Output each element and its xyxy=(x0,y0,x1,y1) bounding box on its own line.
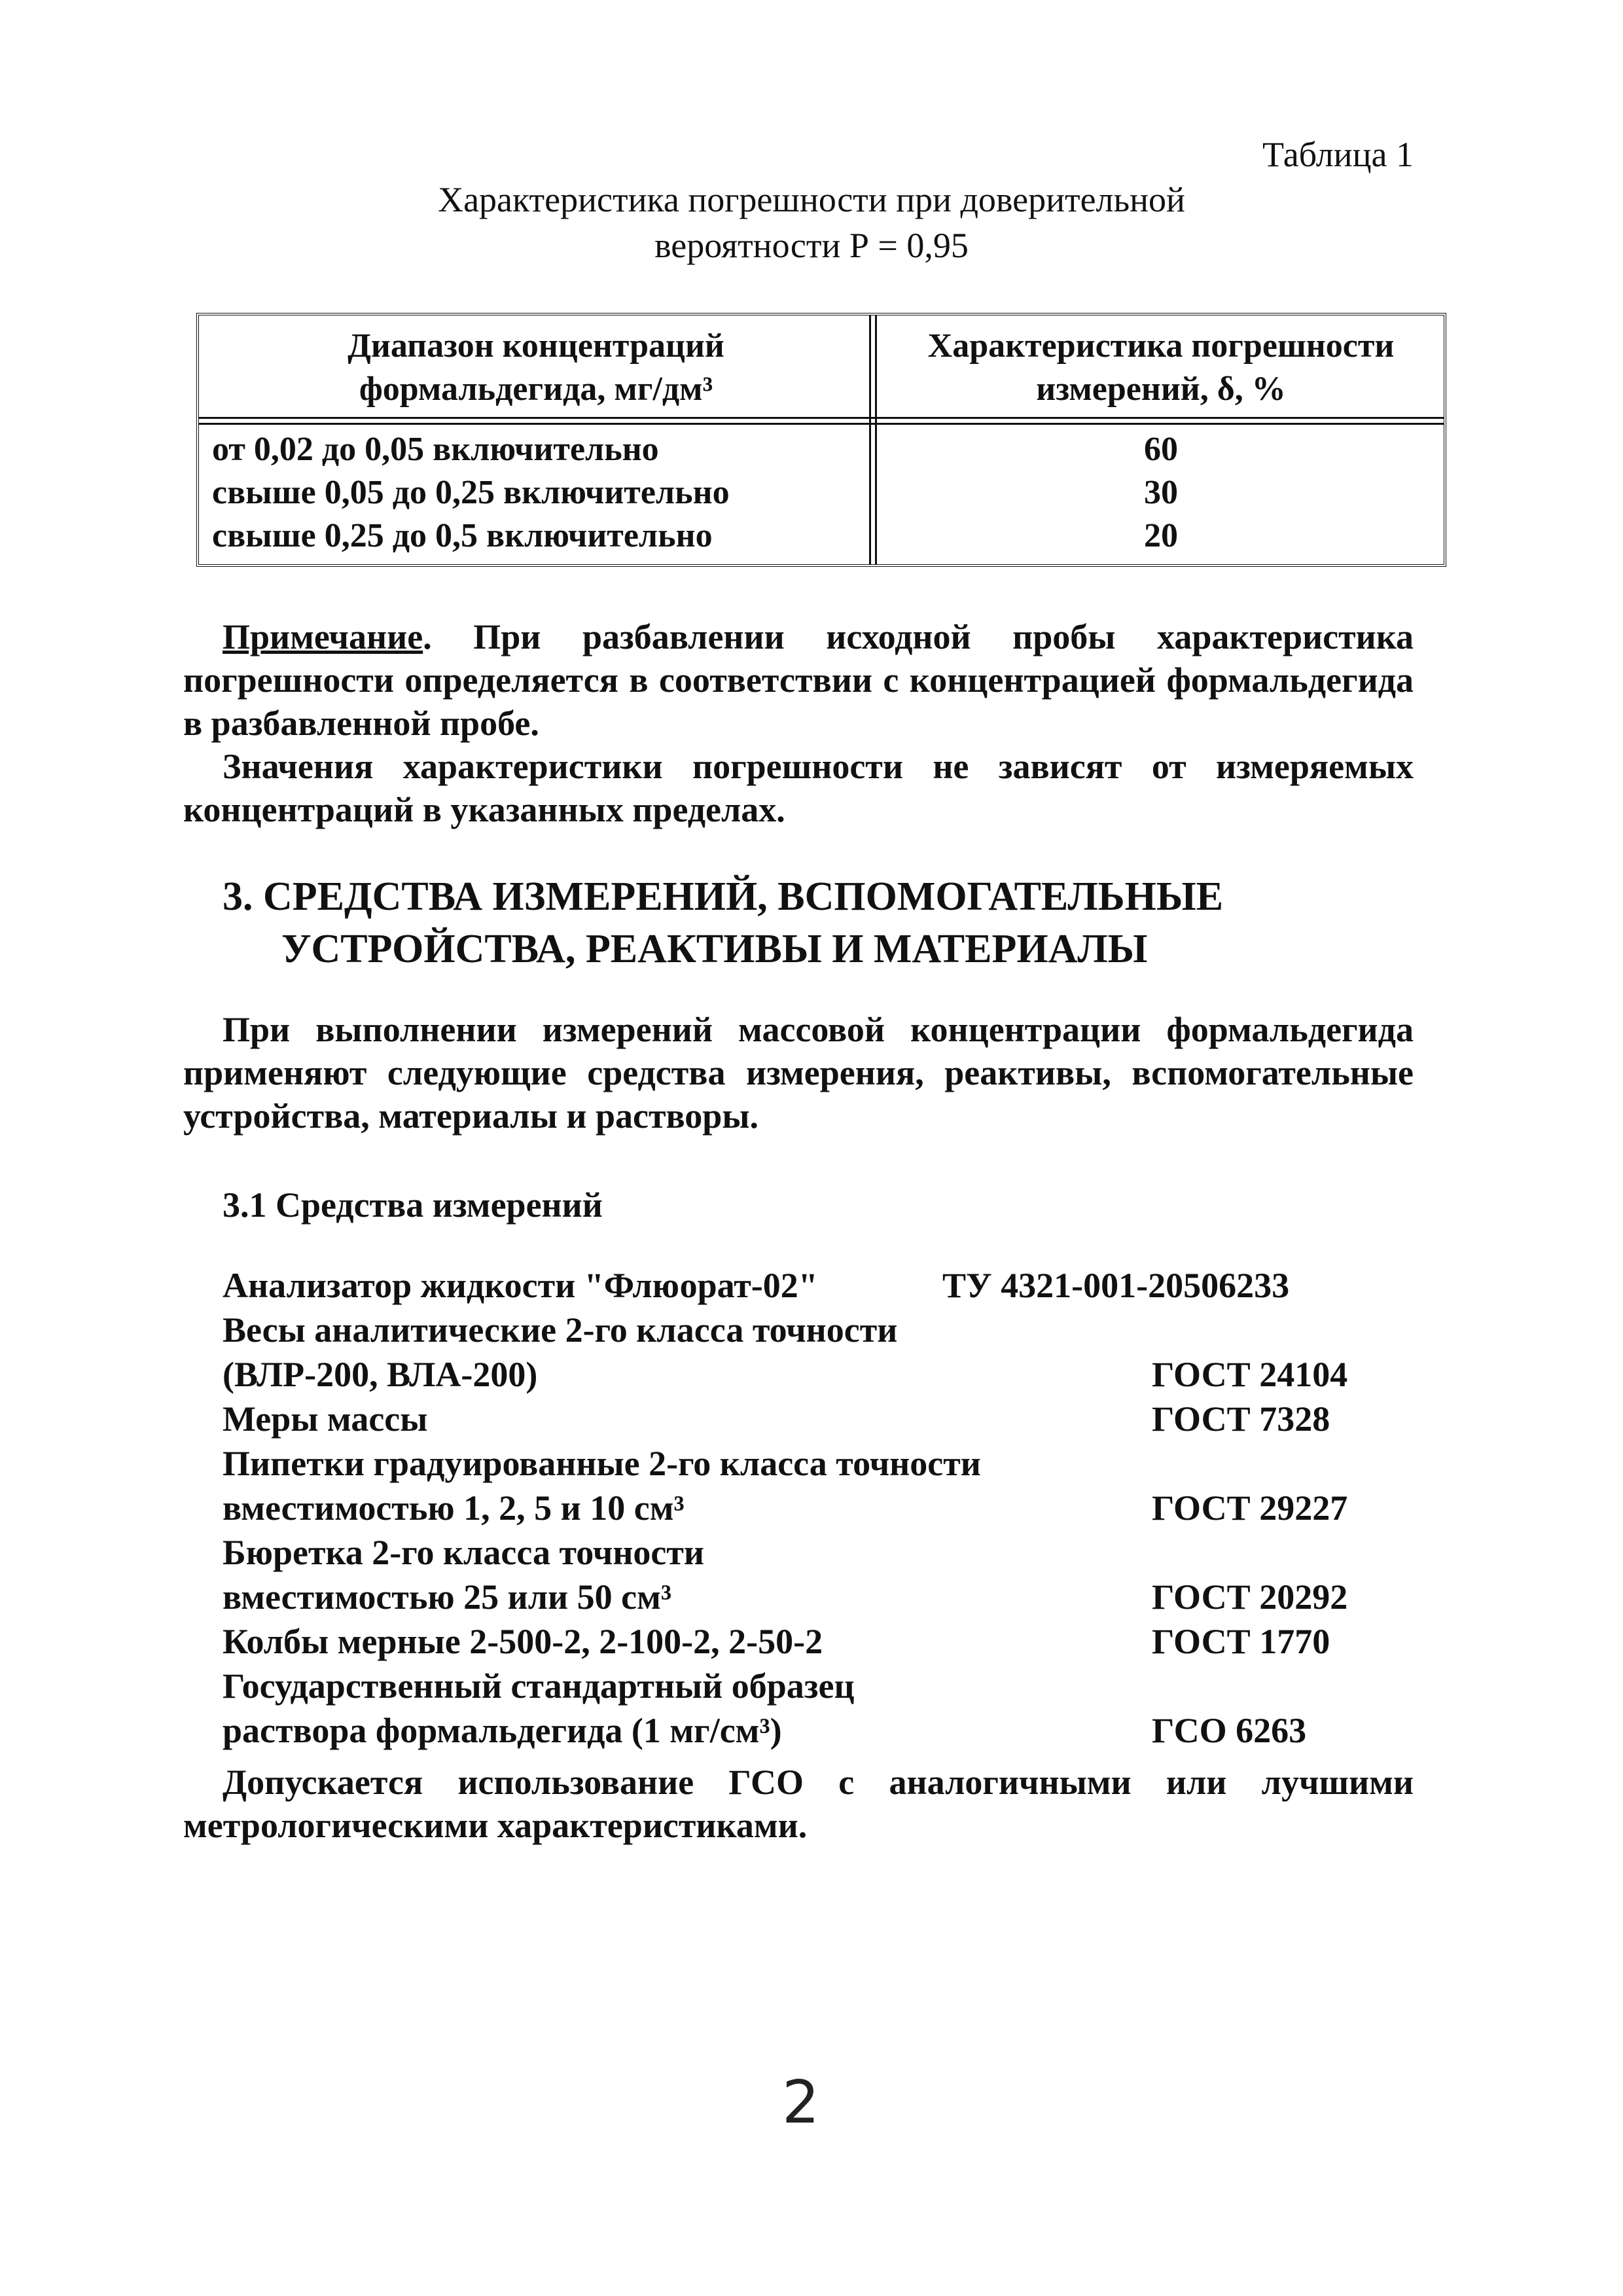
table-caption-line: вероятности Р = 0,95 xyxy=(654,226,969,265)
section-heading-line: УСТРОЙСТВА, РЕАКТИВЫ И МАТЕРИАЛЫ xyxy=(281,927,1148,971)
table-cell-value: 20 xyxy=(1144,517,1178,554)
table-label: Таблица 1 xyxy=(1262,135,1414,174)
table-column-divider xyxy=(869,315,877,564)
equipment-row xyxy=(223,1708,1433,1753)
equipment-name: (ВЛР-200, ВЛА-200) xyxy=(223,1355,538,1394)
table-range-column xyxy=(212,428,730,558)
section-intro: При выполнении измерений массовой концентрации формальдегида применяют следующие средства измерения, реактивы, вспомогательные устройства, материалы и растворы. xyxy=(183,1010,1414,1136)
equipment-name: Меры массы xyxy=(223,1399,428,1439)
equipment-name: Бюретка 2-го класса точности xyxy=(223,1533,705,1572)
table-caption xyxy=(0,177,1623,268)
page-number: 2 xyxy=(782,2068,820,2137)
equipment-name: Государственный стандартный образец xyxy=(223,1666,855,1706)
equipment-list xyxy=(223,1263,1433,1753)
equipment-row xyxy=(223,1530,1433,1575)
equipment-row xyxy=(223,1575,1433,1619)
table-header-error xyxy=(880,325,1442,411)
note-paragraph-2: Значения характеристики погрешности не зависят от измеряемых концентраций в указанных пределах. xyxy=(183,747,1414,829)
equipment-row xyxy=(223,1619,1433,1664)
equipment-name: вместимостью 1, 2, 5 и 10 см³ xyxy=(223,1488,685,1528)
equipment-standard: ГОСТ 24104 xyxy=(1152,1355,1348,1394)
header-text: Диапазон концентраций xyxy=(348,327,724,365)
equipment-name: Анализатор жидкости "Флюорат-02" xyxy=(223,1266,818,1305)
equipment-row xyxy=(223,1664,1433,1708)
equipment-standard: ГСО 6263 xyxy=(1152,1711,1307,1750)
equipment-name: Колбы мерные 2-500-2, 2-100-2, 2-50-2 xyxy=(223,1622,823,1661)
table-header-concentration xyxy=(205,325,866,411)
table-cell-value: 30 xyxy=(1144,474,1178,511)
equipment-standard: ГОСТ 1770 xyxy=(1152,1622,1330,1661)
header-text: формальдегида, мг/дм³ xyxy=(359,370,713,408)
equipment-row xyxy=(223,1486,1433,1530)
header-text: измерений, δ, % xyxy=(1036,370,1286,408)
equipment-row xyxy=(223,1352,1433,1397)
equipment-name: вместимостью 25 или 50 см³ xyxy=(223,1577,672,1617)
table-value-column xyxy=(880,428,1442,558)
equipment-row xyxy=(223,1441,1433,1486)
equipment-row xyxy=(223,1308,1433,1352)
table-cell-range: свыше 0,25 до 0,5 включительно xyxy=(212,517,713,554)
equipment-standard: ГОСТ 7328 xyxy=(1152,1399,1330,1439)
equipment-name: Пипетки градуированные 2-го класса точности xyxy=(223,1444,981,1483)
subsection-heading: 3.1 Средства измерений xyxy=(223,1185,603,1225)
equipment-standard: ТУ 4321-001-20506233 xyxy=(942,1266,1290,1305)
table-caption-line: Характеристика погрешности при доверительной xyxy=(438,180,1185,219)
equipment-name: раствора формальдегида (1 мг/см³) xyxy=(223,1711,782,1750)
section-heading xyxy=(223,870,1223,975)
table-cell-value: 60 xyxy=(1144,431,1178,468)
allowance-paragraph: Допускается использование ГСО с аналогичными или лучшими метрологическими характеристиками. xyxy=(183,1763,1414,1845)
equipment-standard: ГОСТ 29227 xyxy=(1152,1488,1348,1528)
table-cell-range: от 0,02 до 0,05 включительно xyxy=(212,431,659,468)
note-paragraph xyxy=(183,615,1414,745)
note-label: Примечание xyxy=(223,617,423,656)
equipment-row xyxy=(223,1397,1433,1441)
equipment-standard: ГОСТ 20292 xyxy=(1152,1577,1348,1617)
table-cell-range: свыше 0,05 до 0,25 включительно xyxy=(212,474,730,511)
section-heading-line: 3. СРЕДСТВА ИЗМЕРЕНИЙ, ВСПОМОГАТЕЛЬНЫЕ xyxy=(223,874,1224,919)
error-characteristics-table xyxy=(196,313,1446,567)
note-text: . При разбавлении исходной пробы характеристика погрешности определяется в соответствии с концентрацией формальдегида в разбавленной пробе. xyxy=(183,617,1414,743)
table-header-divider xyxy=(199,417,1444,425)
equipment-row xyxy=(223,1263,1433,1308)
table-note xyxy=(183,615,1414,745)
header-text: Характеристика погрешности xyxy=(927,327,1395,365)
equipment-name: Весы аналитические 2-го класса точности xyxy=(223,1310,898,1350)
